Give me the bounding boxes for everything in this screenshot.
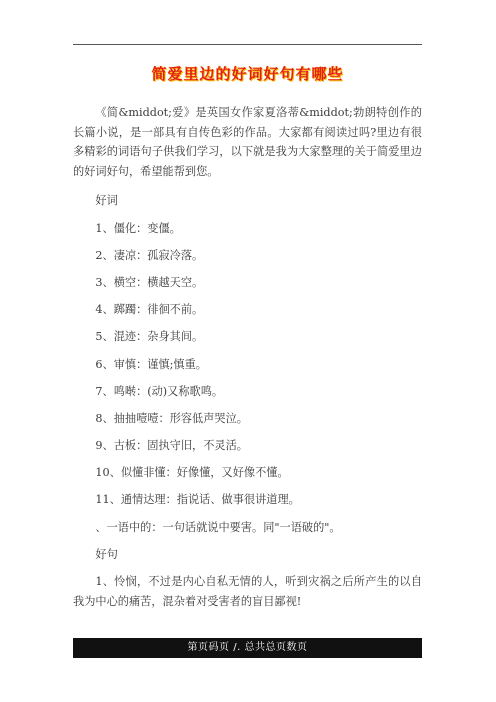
words-heading: 好词 (95, 194, 118, 208)
document-body (73, 103, 422, 611)
intro-paragraph: 《简&middot;爱》是英国女作家夏洛蒂&middot;勃朗特创作的长篇小说，是一部具有自传色彩的作品。大家都有阅读过吗?里边有很多精彩的词语句子供我们学习，以下就是我为大家整理的关于简爱里边的好词好句，希望能帮到您。 (73, 106, 422, 178)
header-rule (73, 44, 422, 45)
word-item: 1、僵化：变僵。 (95, 221, 181, 235)
word-item: 11、通情达理：指说话、做事很讲道理。 (95, 493, 300, 507)
word-item: 、一语中的：一句话就说中要害。同"一语破的"。 (95, 520, 341, 534)
word-item: 10、似懂非懂：好像懂，又好像不懂。 (95, 466, 289, 480)
word-item: 8、抽抽噎噎：形容低声哭泣。 (95, 411, 248, 425)
page-footer: 第页码页 /. 总共总页数页 (73, 638, 422, 658)
word-item: 6、审慎：谨慎;慎重。 (95, 357, 207, 371)
word-item: 4、踯躅：徘徊不前。 (95, 303, 204, 317)
word-item: 5、混迹：杂身其间。 (95, 330, 204, 344)
word-item: 7、鸣啭：(动)又称歌鸣。 (95, 384, 224, 398)
sentences-heading: 好句 (95, 547, 118, 561)
word-item: 2、凄凉：孤寂冷落。 (95, 248, 204, 262)
spacer (73, 181, 422, 191)
word-item: 3、横空：横越天空。 (95, 275, 204, 289)
sentence-item: 1、怜悯，不过是内心自私无情的人，听到灾祸之后所产生的以自我为中心的痛苦，混杂着对受害者的盲目鄙视! (73, 575, 422, 608)
document-title: 简爱里边的好词好句有哪些 (151, 65, 344, 83)
word-item: 9、古板：固执守旧，不灵活。 (95, 439, 248, 453)
